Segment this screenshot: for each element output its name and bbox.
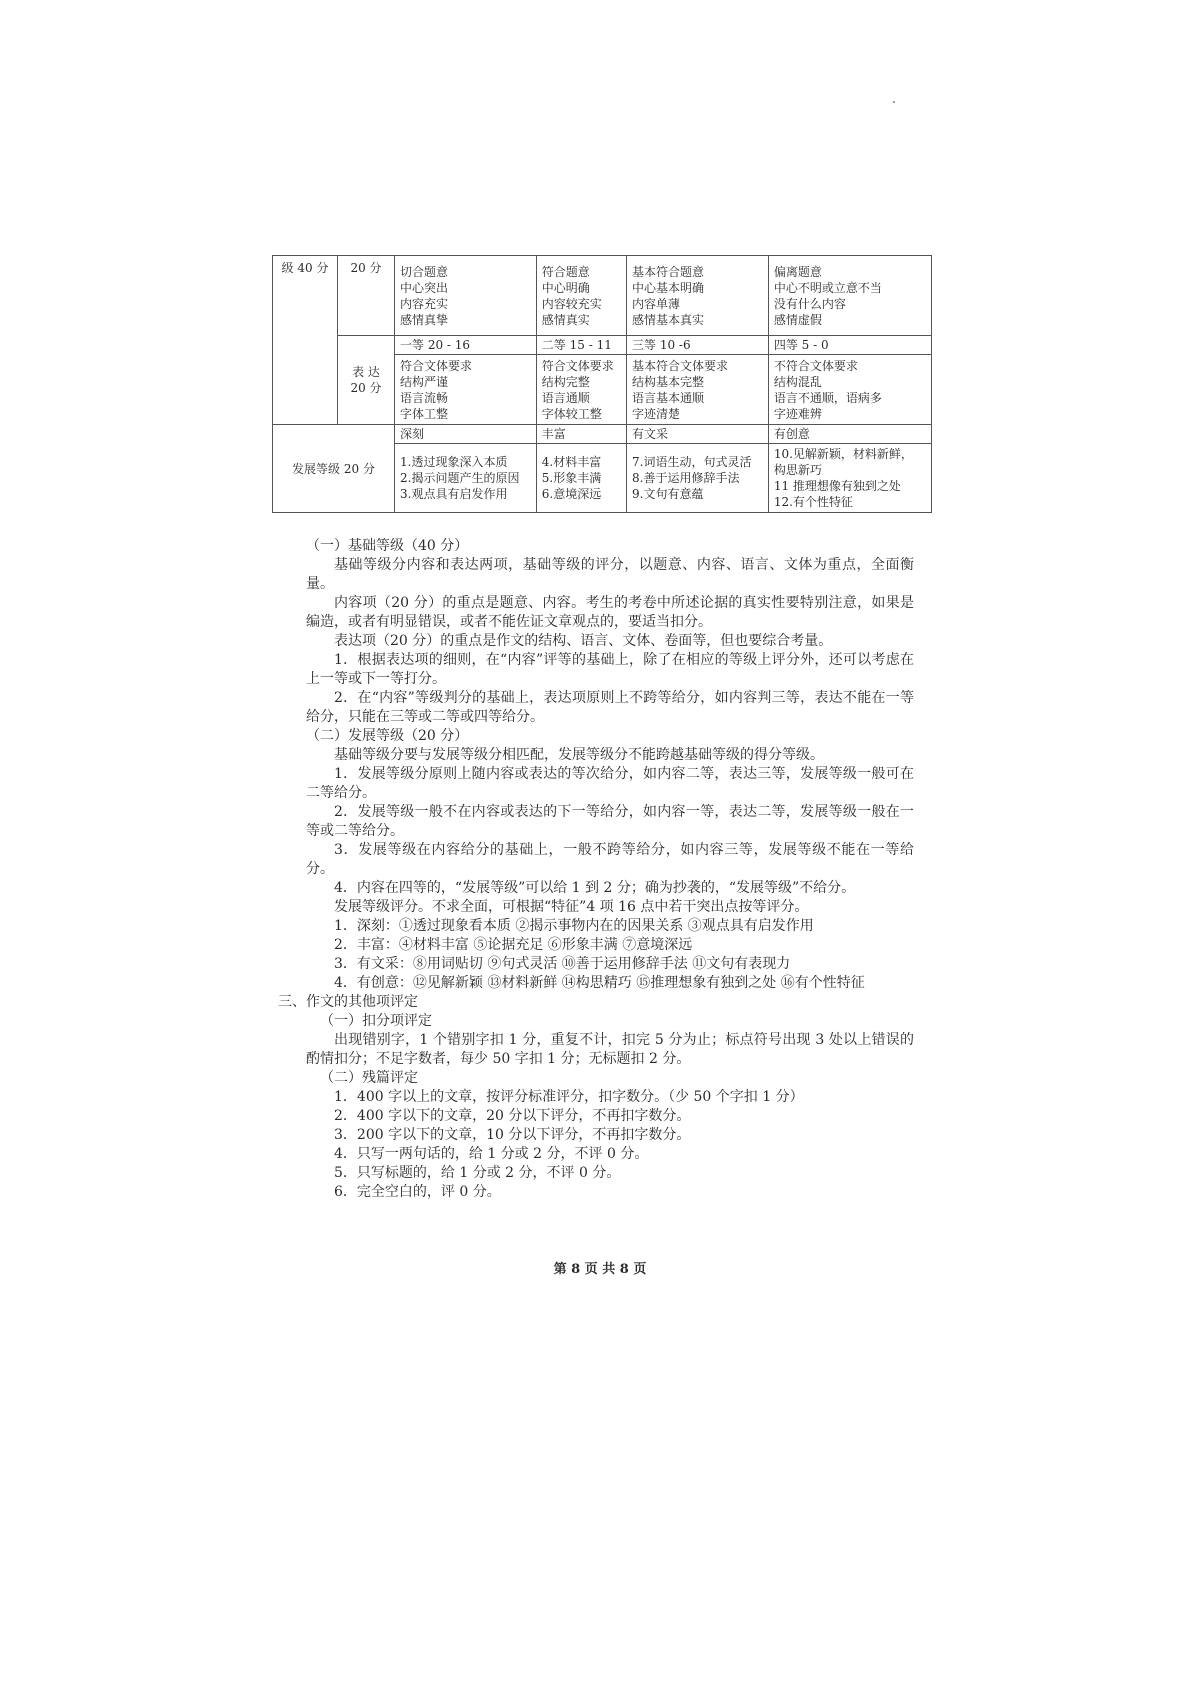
expression-grade-3: 基本符合文体要求 结构基本完整 语言基本通顺 字迹清楚 (627, 355, 769, 425)
dev-header-creative: 有创意 (768, 425, 931, 444)
list-item: 2．丰富：④材料丰富 ⑤论据充足 ⑥形象丰满 ⑦意境深远 (334, 937, 693, 953)
content-score-label: 20 分 (338, 256, 395, 336)
dev-deep-items: 1.透过现象深入本质 2.揭示问题产生的原因 3.观点具有启发作用 (395, 444, 537, 513)
page-number-footer: 第 8 页 共 8 页 (553, 1262, 647, 1277)
paragraph: 3．发展等级在内容给分的基础上，一般不跨等给分，如内容三等，发展等级不能在一等给分。 (306, 842, 914, 877)
paragraph: 2．在“内容”等级判分的基础上，表达项原则上不跨等给分，如内容判三等，表达不能在一等给分，只能在三等或二等或四等给分。 (306, 690, 914, 725)
grade-1-range: 一等 20 - 16 (395, 336, 537, 355)
grade-3-range: 三等 10 -6 (627, 336, 769, 355)
content-grade-4: 偏离题意 中心不明或立意不当 没有什么内容 感情虚假 (768, 256, 931, 336)
dev-header-deep: 深刻 (395, 425, 537, 444)
paragraph: 发展等级评分。不求全面，可根据“特征”4 项 16 点中若干突出点按等评分。 (334, 899, 809, 915)
paragraph: 内容项（20 分）的重点是题意、内容。考生的考卷中所述论据的真实性要特别注意，如果是编造，或者有明显错误，或者不能佐证文章观点的，要适当扣分。 (306, 595, 914, 630)
list-item: 6．完全空白的，评 0 分。 (334, 1184, 501, 1200)
paragraph: 2．发展等级一般不在内容或表达的下一等给分，如内容一等，表达二等，发展等级一般在一等或二等给分。 (306, 804, 914, 839)
expression-grade-1: 符合文体要求 结构严谨 语言流畅 字体工整 (395, 355, 537, 425)
paragraph: 4．内容在四等的，“发展等级”可以给 1 到 2 分；确为抄袭的，“发展等级”不给分。 (334, 880, 856, 896)
section-heading-basic: （一）基础等级（40 分） (306, 538, 469, 554)
dev-rich-items: 4.材料丰富 5.形象丰满 6.意境深远 (536, 444, 626, 513)
list-item: 1．深刻：①透过现象看本质 ②揭示事物内在的因果关系 ③观点具有启发作用 (334, 918, 814, 934)
content-grade-2: 符合题意 中心明确 内容较充实 感情真实 (536, 256, 626, 336)
expression-score-label: 表 达 20 分 (338, 336, 395, 425)
list-item: 3．有文采：⑧用词贴切 ⑨句式灵活 ⑩善于运用修辞手法 ⑪文句有表现力 (334, 956, 791, 972)
grade-2-range: 二等 15 - 11 (536, 336, 626, 355)
content-grade-1: 切合题意 中心突出 内容充实 感情真挚 (395, 256, 537, 336)
dev-header-rich: 丰富 (536, 425, 626, 444)
section-heading-other: 三、作文的其他项评定 (278, 994, 418, 1010)
scoring-notes (278, 537, 914, 1202)
table-row (273, 425, 932, 444)
list-item: 4．有创意：⑫见解新颖 ⑬材料新鲜 ⑭构思精巧 ⑮推理想象有独到之处 ⑯有个性特征 (334, 975, 865, 991)
list-item: 5．只写标题的，给 1 分或 2 分，不评 0 分。 (334, 1165, 621, 1181)
dev-literary-items: 7.词语生动，句式灵活 8.善于运用修辞手法 9.文句有意蕴 (627, 444, 769, 513)
basic-level-label: 级 40 分 (273, 256, 338, 425)
subsection-heading-incomplete: （二）残篇评定 (320, 1070, 418, 1086)
paragraph: 表达项（20 分）的重点是作文的结构、语言、文体、卷面等，但也要综合考量。 (334, 633, 833, 649)
content-grade-3: 基本符合题意 中心基本明确 内容单薄 感情基本真实 (627, 256, 769, 336)
table-row (273, 336, 932, 355)
expression-grade-2: 符合文体要求 结构完整 语言通顺 字体较工整 (536, 355, 626, 425)
table-row (273, 256, 932, 336)
paragraph: 1．根据表达项的细则，在“内容”评等的基础上，除了在相应的等级上评分外，还可以考虑在上一等或下一等打分。 (306, 652, 914, 687)
dev-creative-items: 10.见解新颖，材料新鲜， 构思新巧 11 推理想像有独到之处 12.有个性特征 (768, 444, 931, 513)
scoring-rubric-table (272, 255, 932, 513)
list-item: 2．400 字以下的文章，20 分以下评分，不再扣字数分。 (334, 1108, 691, 1124)
list-item: 1．400 字以上的文章，按评分标准评分，扣字数分。（少 50 个字扣 1 分） (334, 1089, 804, 1105)
paragraph: 1．发展等级分原则上随内容或表达的等次给分，如内容二等，表达三等，发展等级一般可在二等给分。 (306, 766, 914, 801)
section-heading-development: （二）发展等级（20 分） (306, 728, 469, 744)
scan-speck (893, 101, 895, 103)
list-item: 3．200 字以下的文章，10 分以下评分，不再扣字数分。 (334, 1127, 691, 1143)
list-item: 4．只写一两句话的，给 1 分或 2 分，不评 0 分。 (334, 1146, 649, 1162)
development-level-label: 发展等级 20 分 (273, 425, 395, 513)
dev-header-literary: 有文采 (627, 425, 769, 444)
grade-4-range: 四等 5 - 0 (768, 336, 931, 355)
paragraph: 出现错别字，1 个错别字扣 1 分，重复不计，扣完 5 分为止；标点符号出现 3 处以上错误的酌情扣分；不足字数者，每少 50 字扣 1 分；无标题扣 2 分。 (306, 1032, 914, 1067)
subsection-heading-deduction: （一）扣分项评定 (320, 1013, 432, 1029)
paragraph: 基础等级分内容和表达两项，基础等级的评分，以题意、内容、语言、文体为重点，全面衡量。 (306, 557, 914, 592)
paragraph: 基础等级分要与发展等级分相匹配，发展等级分不能跨越基础等级的得分等级。 (334, 747, 824, 763)
expression-grade-4: 不符合文体要求 结构混乱 语言不通顺，语病多 字迹难辨 (768, 355, 931, 425)
